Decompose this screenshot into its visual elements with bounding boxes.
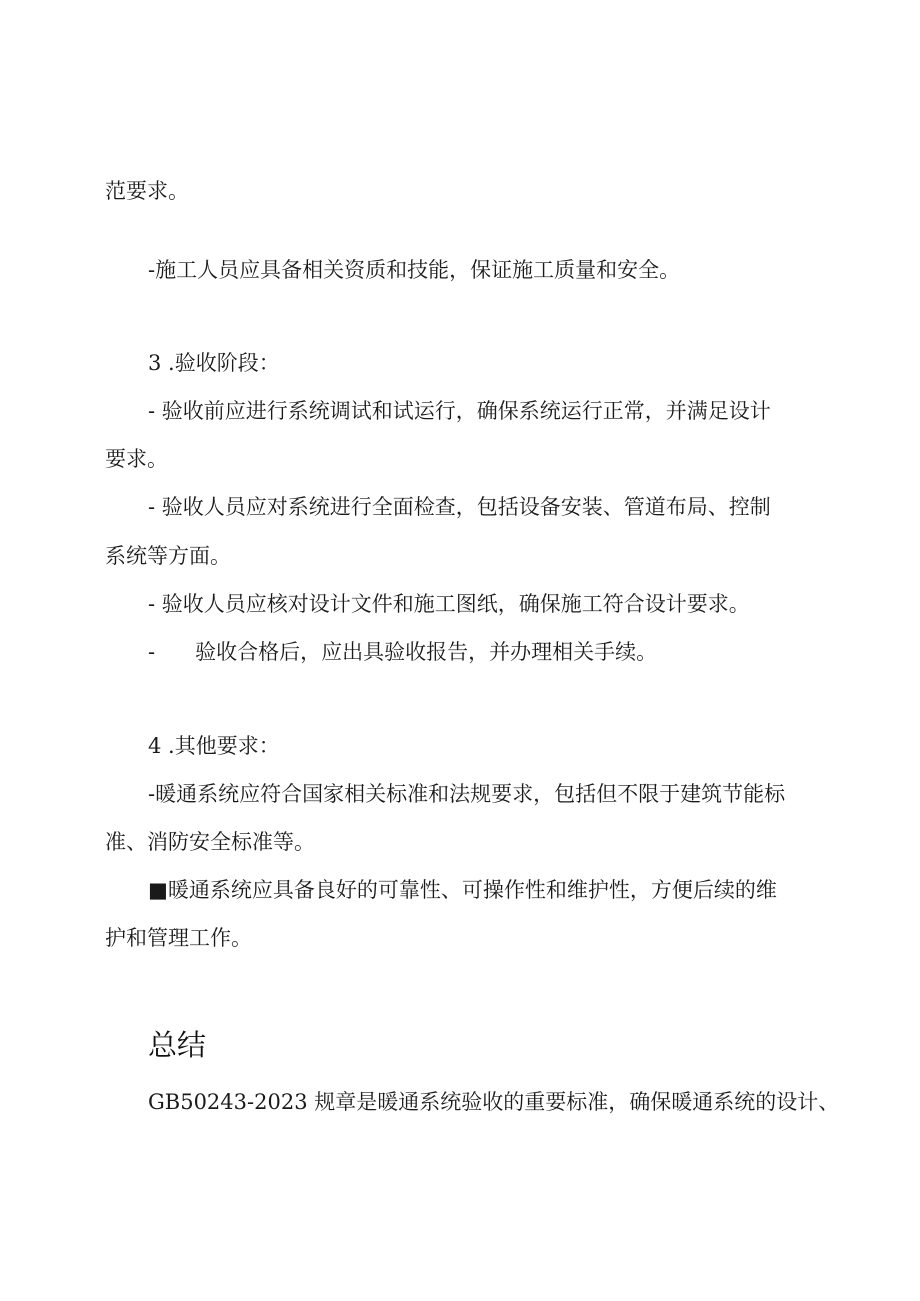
section-3-item-2-line-2: 系统等方面。: [105, 544, 231, 568]
section-3-item-4-dash: -: [148, 640, 156, 664]
section-3-title: 3 .验收阶段：: [148, 351, 280, 375]
section-3-item-1-line-1: - 验收前应进行系统调试和试运行，确保系统运行正常，并满足设计: [148, 399, 771, 423]
construction-personnel-item: -施工人员应具备相关资质和技能，保证施工质量和安全。: [148, 258, 681, 282]
section-4-item-1-line-1: -暖通系统应符合国家相关标准和法规要求，包括但不限于建筑节能标: [148, 782, 786, 806]
section-3-item-4-text: 验收合格后，应出具验收报告，并办理相关手续。: [195, 640, 658, 664]
section-3-item-2-line-1: - 验收人员应对系统进行全面检查，包括设备安装、管道布局、控制: [148, 495, 771, 519]
section-4-item-2-line-1: ■暖通系统应具备良好的可靠性、可操作性和维护性，方便后续的维: [148, 878, 777, 902]
section-3-item-3: - 验收人员应核对设计文件和施工图纸，确保施工符合设计要求。: [148, 592, 750, 616]
section-4-item-1-line-2: 准、消防安全标准等。: [105, 830, 315, 854]
section-4-item-2-line-2: 护和管理工作。: [105, 926, 252, 950]
summary-paragraph-line-1: GB50243-2023 规章是暖通系统验收的重要标准，确保暖通系统的设计、: [148, 1090, 840, 1114]
section-3-item-4: [148, 639, 657, 665]
paragraph-continuation: 范要求。: [105, 179, 189, 203]
section-4-title: 4 .其他要求：: [148, 734, 280, 758]
section-3-item-1-line-2: 要求。: [105, 447, 168, 471]
summary-heading: 总结: [148, 1028, 207, 1062]
